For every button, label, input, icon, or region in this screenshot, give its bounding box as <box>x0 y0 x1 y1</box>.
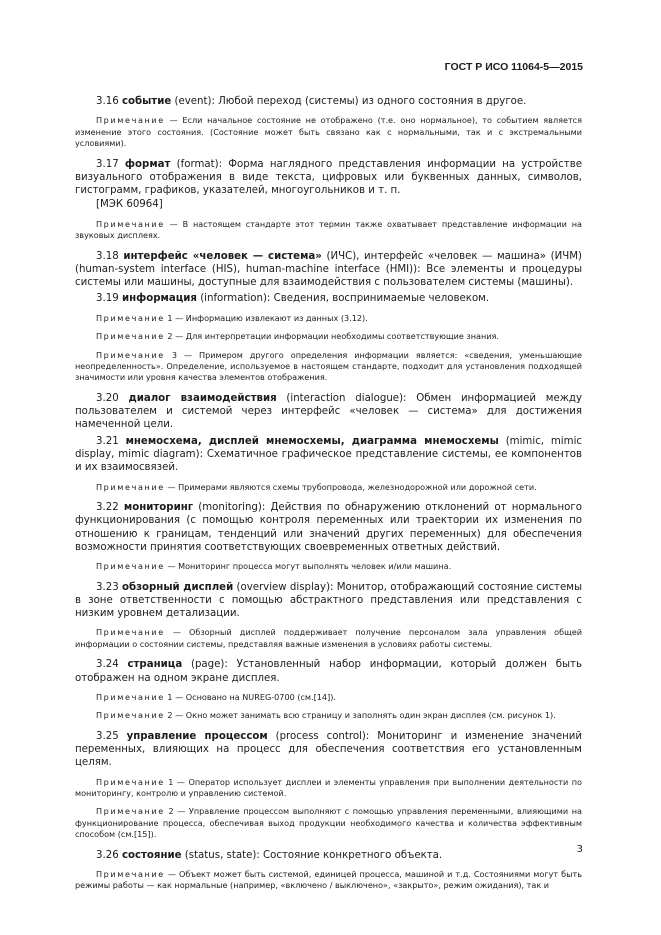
note-label: Примечание <box>96 776 165 787</box>
note-text: 1 — Оператор использует дисплеи и элементы управления при выполнении деятельности по мониторингу, контролю и управлению системой. <box>75 776 582 798</box>
note <box>75 219 582 242</box>
term-text: (page): Установленный набор информации, который должен быть отображен на одном экране дисплея. <box>75 659 582 684</box>
note <box>75 806 582 840</box>
term-text: (process control): Мониторинг и изменение значений переменных, влияющих на процесс для обеспечения соответствия его установленным целям. <box>75 730 582 769</box>
term-name: диалог взаимодействия <box>128 392 277 404</box>
page-number: 3 <box>576 844 583 855</box>
term-definition <box>75 158 582 198</box>
note-label: Примечание <box>96 312 165 323</box>
reference-text: [МЭК 60964] <box>96 199 163 211</box>
term-number: 3.18 <box>96 250 119 262</box>
note-label: Примечание <box>96 115 165 126</box>
term-number: 3.26 <box>96 849 119 861</box>
term-text: (overview display): Монитор, отображающий состояние системы в зоне ответственности с помощью абстрактного представления или представления с низким уровнем детализации. <box>75 581 582 620</box>
term-name: состояние <box>121 849 182 861</box>
term-definition <box>75 95 582 108</box>
term-number: 3.23 <box>96 581 119 593</box>
term-definition <box>75 658 582 685</box>
note-text: — Мониторинг процесса могут выполнять человек и/или машина. <box>164 561 452 572</box>
term-number: 3.17 <box>96 158 119 170</box>
note-label: Примечание <box>96 691 165 702</box>
term-name: управление процессом <box>126 730 268 742</box>
note <box>75 561 582 572</box>
term-number: 3.19 <box>96 293 119 305</box>
note-label: Примечание <box>96 868 165 879</box>
term-text: (interaction dialogue): Обмен информацией между пользователем и системой через интерфейс «человек — система» для достижения намеченной цели. <box>75 392 582 431</box>
note-text: 3 — Примером другого определения информации является: «сведения, уменьшающие неопределенность». Определение, используемое в настоящем стандарте, подходит для установления подходящей значимости или уровня качества элементов отображения. <box>75 349 582 383</box>
term-text: (mimic, mimic display, mimic diagram): Схематичное графическое представление системы, ее компонентов и их взаимосвязей. <box>75 435 582 474</box>
term-name: страница <box>127 659 183 671</box>
note <box>75 627 582 650</box>
note-label: Примечание <box>96 218 165 229</box>
term-text: (event): Любой переход (системы) из одного состояния в другое. <box>171 96 527 107</box>
note-text: 1 — Информацию извлекают из данных (3.12). <box>164 312 368 323</box>
term-text: (monitoring): Действия по обнаружению отклонений от нормального функционирования (с помощью контроля переменных или траектории их изменения по отношению к границам, тенденций или значений других переменных) для обеспечения возможности принятия соответствующих своевременных ответных действий. <box>75 501 582 553</box>
note <box>75 313 582 324</box>
term-definition <box>75 849 582 862</box>
term-definition <box>75 730 582 770</box>
term-definition <box>75 292 582 305</box>
term-number: 3.21 <box>96 435 119 447</box>
term-name: событие <box>121 96 172 107</box>
note <box>75 115 582 149</box>
note <box>75 710 582 721</box>
document-body <box>75 92 582 892</box>
note-text: — Если начальное состояние не отображено (т.е. оно нормальное), то событием является изменение этого состояния. (Состояние может быть связано как с нормальными, так и с экстремальными условиями). <box>75 115 582 149</box>
note-label: Примечание <box>96 627 165 638</box>
term-definition <box>75 250 582 290</box>
term-number: 3.24 <box>96 659 119 671</box>
term-name: мониторинг <box>123 501 194 513</box>
standard-header: ГОСТ Р ИСО 11064-5—2015 <box>444 61 583 73</box>
note-label: Примечание <box>96 331 165 342</box>
note-text: 2 — Управление процессом выполняют с помощью управления переменными, влияющими на функционирование процесса, обеспечивая выход продукции необходимого качества и количества эффективным способом (см.[15]). <box>75 806 582 840</box>
term-name: мнемосхема, дисплей мнемосхемы, диаграмма мнемосхемы <box>125 435 499 447</box>
term-name: формат <box>124 158 171 170</box>
note-label: Примечание <box>96 806 165 817</box>
note-text: — Обзорный дисплей поддерживает получение персоналом зала управления общей информации о состоянии системы, представляя важные изменения в условиях работы системы. <box>75 627 582 649</box>
note-label: Примечание <box>96 349 165 360</box>
term-number: 3.25 <box>96 730 119 742</box>
note-text: — В настоящем стандарте этот термин также охватывает представление информации на звуковых дисплеях. <box>75 218 582 241</box>
term-text: (status, state): Состояние конкретного объекта. <box>181 849 443 861</box>
term-name: интерфейс «человек — система» <box>123 250 322 262</box>
note <box>75 692 582 703</box>
note-text: 1 — Основано на NUREG-0700 (см.[14]). <box>164 691 336 702</box>
term-name: обзорный дисплей <box>121 581 234 593</box>
term-text: (ИЧС), интерфейс «человек — машина» (ИЧМ) (human-system interface (HIS), human-machine interface (HMI)): Все элементы и процедуры системы или машины, доступные для взаимодействия с пользователем системы (машины). <box>75 250 582 289</box>
term-definition <box>75 392 582 432</box>
term-name: информация <box>121 293 197 305</box>
note-label: Примечание <box>96 481 165 492</box>
term-definition <box>75 581 582 621</box>
term-number: 3.22 <box>96 501 119 513</box>
note <box>75 777 582 800</box>
note-label: Примечание <box>96 710 165 721</box>
note <box>75 350 582 384</box>
note-text: 2 — Окно может занимать всю страницу и заполнять один экран дисплея (см. рисунок 1). <box>164 710 556 721</box>
term-definition <box>75 501 582 554</box>
reference <box>96 198 582 211</box>
note-text: — Примерами являются схемы трубопровода, железнодорожной или дорожной сети. <box>164 481 537 492</box>
note-text: — Объект может быть системой, единицей процесса, машиной и т.д. Состояниями могут быть режимы работы — как нормальные (например, «включено / выключено», «закрыто», режим ожидания), так и <box>75 868 582 891</box>
note-text: 2 — Для интерпретации информации необходимы соответствующие знания. <box>164 331 499 342</box>
term-number: 3.16 <box>96 96 119 107</box>
note-label: Примечание <box>96 561 165 572</box>
term-definition <box>75 435 582 475</box>
term-text: (information): Сведения, воспринимаемые человеком. <box>196 293 490 305</box>
note <box>75 482 582 493</box>
note <box>75 869 582 892</box>
term-text: (format): Форма наглядного представления информации на устройстве визуального отображения в виде текста, цифровых или буквенных данных, символов, гистограмм, графиков, указателей, многоугольников и т. п. <box>75 158 582 197</box>
term-number: 3.20 <box>96 392 119 404</box>
note <box>75 331 582 342</box>
